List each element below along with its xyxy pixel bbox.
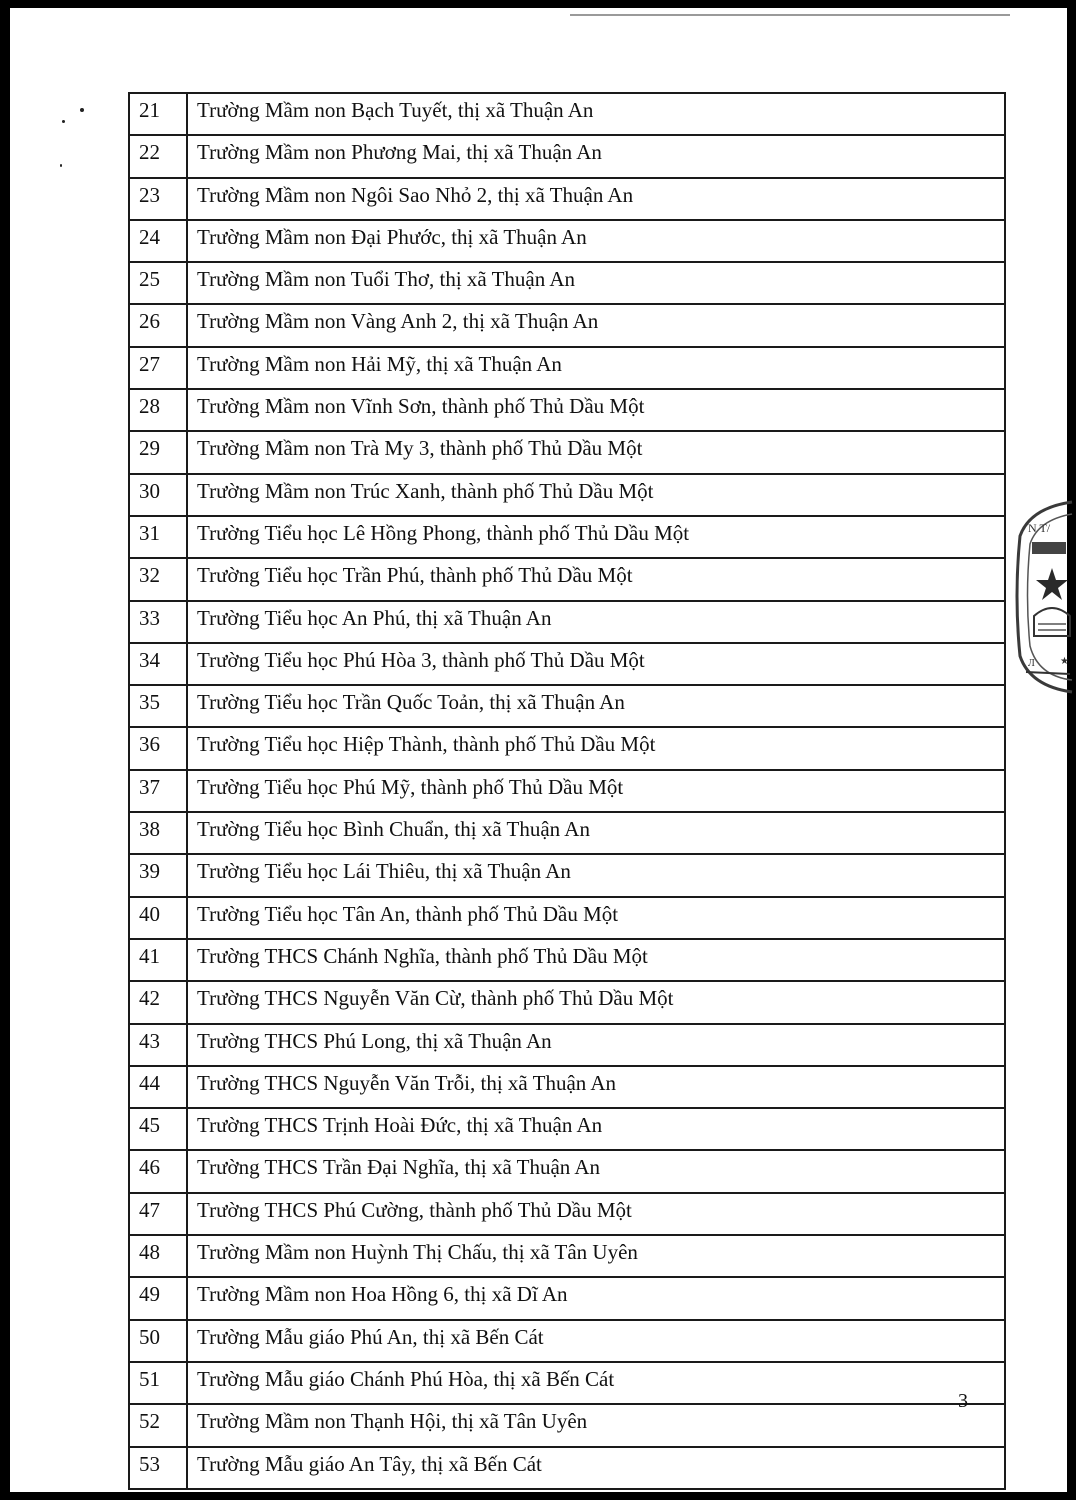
school-list-body [129, 93, 1005, 1489]
school-name: Trường THCS Trần Đại Nghĩa, thị xã Thuận An [187, 1150, 1005, 1192]
row-number: 36 [129, 727, 187, 769]
school-name: Trường Mầm non Vàng Anh 2, thị xã Thuận An [187, 304, 1005, 346]
school-name: Trường Tiểu học An Phú, thị xã Thuận An [187, 601, 1005, 643]
school-name: Trường Mầm non Bạch Tuyết, thị xã Thuận An [187, 93, 1005, 135]
table-row [129, 389, 1005, 431]
row-number: 49 [129, 1277, 187, 1319]
table-row [129, 304, 1005, 346]
table-row [129, 601, 1005, 643]
school-name: Trường Mầm non Trà My 3, thành phố Thủ Dầu Một [187, 431, 1005, 473]
table-row [129, 1150, 1005, 1192]
row-number: 24 [129, 220, 187, 262]
svg-text:★: ★ [1060, 656, 1069, 667]
row-number: 34 [129, 643, 187, 685]
seal-icon [1012, 496, 1072, 696]
school-name: Trường Mầm non Huỳnh Thị Chấu, thị xã Tân Uyên [187, 1235, 1005, 1277]
row-number: 39 [129, 854, 187, 896]
row-number: 33 [129, 601, 187, 643]
row-number: 40 [129, 897, 187, 939]
table-row [129, 516, 1005, 558]
table-row [129, 1447, 1005, 1489]
table-row [129, 347, 1005, 389]
table-row [129, 1024, 1005, 1066]
seal-text: N T/ [1028, 521, 1051, 535]
table-row [129, 939, 1005, 981]
table-row [129, 1235, 1005, 1277]
school-name: Trường Tiểu học Bình Chuẩn, thị xã Thuận An [187, 812, 1005, 854]
row-number: 46 [129, 1150, 187, 1192]
school-name: Trường Mầm non Phương Mai, thị xã Thuận An [187, 135, 1005, 177]
school-name: Trường Tiểu học Hiệp Thành, thành phố Thủ Dầu Một [187, 727, 1005, 769]
table-row [129, 1362, 1005, 1404]
school-name: Trường Mầm non Thạnh Hội, thị xã Tân Uyên [187, 1404, 1005, 1446]
table-row [129, 1066, 1005, 1108]
row-number: 21 [129, 93, 187, 135]
school-name: Trường Mẫu giáo Chánh Phú Hòa, thị xã Bến Cát [187, 1362, 1005, 1404]
row-number: 50 [129, 1320, 187, 1362]
row-number: 41 [129, 939, 187, 981]
table-row [129, 1193, 1005, 1235]
table-row [129, 1404, 1005, 1446]
school-name: Trường Mầm non Trúc Xanh, thành phố Thủ Dầu Một [187, 474, 1005, 516]
row-number: 32 [129, 558, 187, 600]
school-name: Trường Tiểu học Phú Hòa 3, thành phố Thủ Dầu Một [187, 643, 1005, 685]
table-row [129, 135, 1005, 177]
school-name: Trường Mầm non Hoa Hồng 6, thị xã Dĩ An [187, 1277, 1005, 1319]
table-row [129, 1277, 1005, 1319]
school-name: Trường Tiểu học Lê Hồng Phong, thành phố Thủ Dầu Một [187, 516, 1005, 558]
school-name: Trường Mầm non Đại Phước, thị xã Thuận An [187, 220, 1005, 262]
table-row [129, 220, 1005, 262]
row-number: 28 [129, 389, 187, 431]
row-number: 29 [129, 431, 187, 473]
row-number: 30 [129, 474, 187, 516]
school-name: Trường Tiểu học Trần Phú, thành phố Thủ Dầu Một [187, 558, 1005, 600]
school-name: Trường Mầm non Hải Mỹ, thị xã Thuận An [187, 347, 1005, 389]
row-number: 26 [129, 304, 187, 346]
row-number: 44 [129, 1066, 187, 1108]
row-number: 35 [129, 685, 187, 727]
school-name: Trường Mẫu giáo Phú An, thị xã Bến Cát [187, 1320, 1005, 1362]
row-number: 52 [129, 1404, 187, 1446]
school-name: Trường THCS Nguyễn Văn Cừ, thành phố Thủ Dầu Một [187, 981, 1005, 1023]
school-name: Trường THCS Phú Cường, thành phố Thủ Dầu Một [187, 1193, 1005, 1235]
school-name: Trường Mẫu giáo An Tây, thị xã Bến Cát [187, 1447, 1005, 1489]
row-number: 25 [129, 262, 187, 304]
table-row [129, 1320, 1005, 1362]
school-name: Trường Mầm non Tuổi Thơ, thị xã Thuận An [187, 262, 1005, 304]
school-name: Trường Mầm non Ngôi Sao Nhỏ 2, thị xã Thuận An [187, 178, 1005, 220]
table-row [129, 178, 1005, 220]
school-name: Trường Tiểu học Tân An, thành phố Thủ Dầu Một [187, 897, 1005, 939]
table-row [129, 897, 1005, 939]
school-name: Trường Mầm non Vĩnh Sơn, thành phố Thủ Dầu Một [187, 389, 1005, 431]
school-name: Trường THCS Phú Long, thị xã Thuận An [187, 1024, 1005, 1066]
table-row [129, 1108, 1005, 1150]
table-row [129, 727, 1005, 769]
row-number: 22 [129, 135, 187, 177]
row-number: 47 [129, 1193, 187, 1235]
school-name: Trường THCS Trịnh Hoài Đức, thị xã Thuận An [187, 1108, 1005, 1150]
table-row [129, 474, 1005, 516]
row-number: 27 [129, 347, 187, 389]
row-number: 53 [129, 1447, 187, 1489]
school-list-table [128, 92, 1006, 1490]
scan-specks [58, 108, 98, 188]
top-edge-rule [570, 14, 1010, 16]
row-number: 31 [129, 516, 187, 558]
document-page [10, 8, 1067, 1492]
row-number: 23 [129, 178, 187, 220]
table-row [129, 685, 1005, 727]
row-number: 38 [129, 812, 187, 854]
table-row [129, 93, 1005, 135]
page-number: 3 [958, 1390, 968, 1412]
table-row [129, 643, 1005, 685]
row-number: 42 [129, 981, 187, 1023]
table-row [129, 558, 1005, 600]
row-number: 43 [129, 1024, 187, 1066]
row-number: 48 [129, 1235, 187, 1277]
table-row [129, 262, 1005, 304]
table-row [129, 812, 1005, 854]
school-name: Trường Tiểu học Lái Thiêu, thị xã Thuận An [187, 854, 1005, 896]
school-name: Trường THCS Chánh Nghĩa, thành phố Thủ Dầu Một [187, 939, 1005, 981]
school-name: Trường Tiểu học Trần Quốc Toản, thị xã Thuận An [187, 685, 1005, 727]
row-number: 51 [129, 1362, 187, 1404]
school-name: Trường Tiểu học Phú Mỹ, thành phố Thủ Dầu Một [187, 770, 1005, 812]
row-number: 37 [129, 770, 187, 812]
official-seal-fragment [1012, 496, 1072, 696]
table-row [129, 431, 1005, 473]
school-name: Trường THCS Nguyễn Văn Trỗi, thị xã Thuận An [187, 1066, 1005, 1108]
table-row [129, 770, 1005, 812]
table-row [129, 854, 1005, 896]
row-number: 45 [129, 1108, 187, 1150]
table-row [129, 981, 1005, 1023]
svg-text:Л: Л [1028, 658, 1035, 669]
